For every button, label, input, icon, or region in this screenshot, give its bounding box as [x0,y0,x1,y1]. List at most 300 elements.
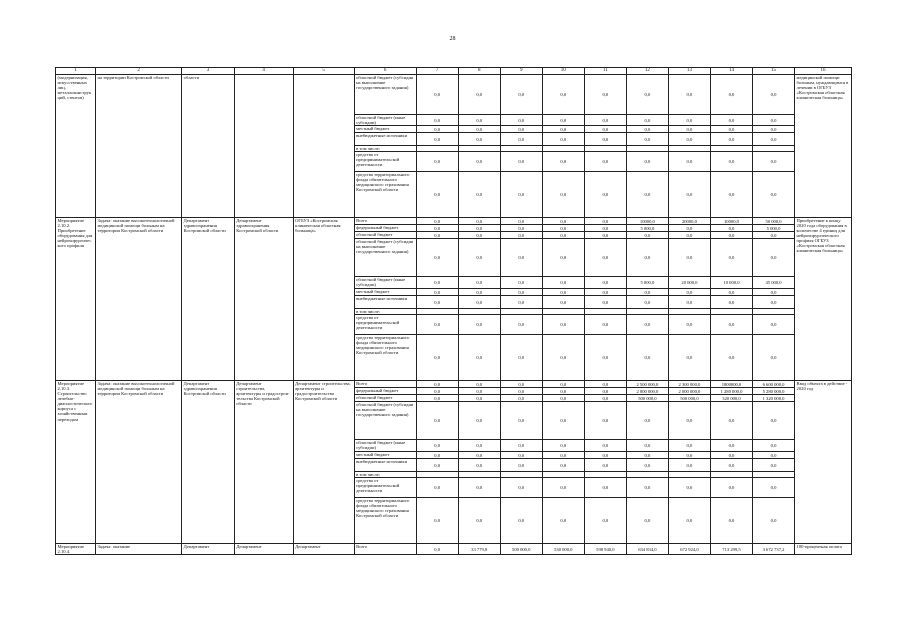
funding-source-cell: федеральный бюджет [354,388,416,395]
amount-cell: 0,0 [668,452,710,459]
amount-cell: 0,0 [626,498,668,544]
amount-cell: 713 299,5 [710,544,752,555]
funding-source-cell: областной бюджет (иные субсидии) [354,440,416,452]
amount-cell: 0,0 [500,172,542,218]
amount-cell: 0,0 [710,75,752,115]
amount-cell: 0,0 [584,115,626,126]
amount-cell: 0,0 [584,152,626,172]
amount-cell: 0,0 [626,289,668,296]
measure-c1-cell: Мероприятие 2.10.2. Приобретение оборудования для нейрохирургического профиля [56,218,96,381]
amount-cell: 0,0 [584,335,626,381]
amount-cell: 0,0 [710,126,752,133]
amount-cell: 0,0 [542,498,584,544]
amount-cell: 0,0 [458,402,500,440]
funding-source-cell: в том числе: [354,472,416,478]
amount-cell: 0,0 [626,315,668,335]
amount-cell: 0,0 [500,75,542,115]
amount-cell: 0,0 [542,218,584,225]
amount-cell: 0,0 [416,315,458,335]
amount-cell: 0,0 [626,126,668,133]
amount-cell: 0,0 [668,402,710,440]
amount-cell: 0,0 [753,126,795,133]
amount-cell: 0,0 [668,133,710,146]
amount-cell: 0,0 [542,452,584,459]
amount-cell: 0,0 [458,498,500,544]
budget-table [55,67,852,555]
column-number-4: 4 [234,68,293,75]
amount-cell: 0,0 [584,75,626,115]
amount-cell: 0,0 [542,126,584,133]
amount-cell: 0,0 [668,296,710,309]
amount-cell: 0,0 [710,225,752,232]
amount-cell: 0,0 [626,402,668,440]
column-number-12: 12 [626,68,668,75]
amount-cell: 530 000,0 [542,544,584,555]
amount-cell: 0,0 [500,459,542,472]
amount-cell: 0,0 [584,402,626,440]
amount-cell: 0,0 [668,239,710,277]
amount-cell: 20 000,0 [668,277,710,289]
amount-cell: 0,0 [626,75,668,115]
amount-cell: 0,0 [500,402,542,440]
amount-cell: 0,0 [753,172,795,218]
amount-cell: 0,0 [668,75,710,115]
measure-c3-cell: Департамент здравоохранения Костромской области [182,381,235,544]
amount-cell: 0,0 [500,115,542,126]
amount-cell: 0,0 [626,296,668,309]
amount-cell: 2 300 000,0 [668,381,710,388]
column-number-10: 10 [542,68,584,75]
table-row [56,544,852,555]
amount-cell: 0,0 [416,459,458,472]
amount-cell: 0,0 [753,452,795,459]
amount-cell: 0,0 [668,126,710,133]
amount-cell: 0,0 [542,459,584,472]
amount-cell: 0,0 [416,402,458,440]
funding-source-cell: областной бюджет [354,232,416,239]
amount-cell: 0,0 [668,225,710,232]
amount-cell: 0,0 [668,498,710,544]
amount-cell: 0,0 [753,115,795,126]
amount-cell: 0,0 [668,232,710,239]
amount-cell: 0,0 [458,115,500,126]
amount-cell: 1 320 000,0 [753,395,795,402]
measure-c5-cell: ОГБУЗ «Костромская клиническая областная больница» [293,218,354,381]
amount-cell: 0,0 [626,152,668,172]
amount-cell: 0,0 [710,296,752,309]
measure-c4-cell: Департамент [234,544,293,555]
amount-cell: 0,0 [584,440,626,452]
amount-cell: 0,0 [458,232,500,239]
amount-cell: 0,0 [710,498,752,544]
table-row [56,381,852,388]
amount-cell: 0,0 [542,402,584,440]
amount-cell: 0,0 [626,478,668,498]
amount-cell: 0,0 [500,395,542,402]
amount-cell: 0,0 [458,388,500,395]
funding-source-cell: областной бюджет [354,395,416,402]
amount-cell: 0,0 [668,172,710,218]
funding-source-cell: внебюджетные источники [354,133,416,146]
amount-cell: 0,0 [500,478,542,498]
amount-cell: 0,0 [500,381,542,388]
amount-cell: 5 000,0 [626,277,668,289]
amount-cell: 0,0 [710,239,752,277]
amount-cell: 0,0 [584,289,626,296]
funding-source-cell: в том числе: [354,146,416,152]
funding-source-cell: средства территориального фонда обязательного медицинского страхования Костромской области [354,172,416,218]
table-row [56,218,852,225]
amount-cell: 0,0 [542,277,584,289]
amount-cell: 1800000,0 [710,381,752,388]
amount-cell: 0,0 [542,381,584,388]
amount-cell: 0,0 [668,115,710,126]
measure-c2-cell: на территории Костромской области [95,75,181,218]
measure-c5-cell: Департамент [293,544,354,555]
amount-cell: 2 000 000,0 [668,388,710,395]
funding-source-cell: местный бюджет [354,126,416,133]
amount-cell: 0,0 [458,75,500,115]
amount-cell: 0,0 [584,277,626,289]
amount-cell: 0,0 [416,172,458,218]
amount-cell: 0,0 [710,152,752,172]
amount-cell: 5 000,0 [753,225,795,232]
column-number-row [56,68,852,75]
funding-source-cell: Всего [354,218,416,225]
amount-cell: 0,0 [458,126,500,133]
amount-cell: 0,0 [584,478,626,498]
column-number-3: 3 [182,68,235,75]
measure-c3-cell: области [182,75,235,218]
amount-cell: 0,0 [584,315,626,335]
measure-c4-cell [234,75,293,218]
amount-cell: 0,0 [416,335,458,381]
amount-cell: 0,0 [500,289,542,296]
amount-cell: 10000,0 [710,218,752,225]
amount-cell: 0,0 [753,315,795,335]
funding-source-cell: федеральный бюджет [354,225,416,232]
amount-cell: 0,0 [500,315,542,335]
amount-cell: 0,0 [668,478,710,498]
amount-cell: 0,0 [416,381,458,388]
amount-cell: 0,0 [458,218,500,225]
amount-cell: 0,0 [626,335,668,381]
amount-cell: 0,0 [542,289,584,296]
amount-cell: 0,0 [416,544,458,555]
column-number-11: 11 [584,68,626,75]
amount-cell: 0,0 [542,225,584,232]
amount-cell: 0,0 [753,478,795,498]
amount-cell: 0,0 [542,133,584,146]
column-number-2: 2 [95,68,181,75]
amount-cell: 0,0 [668,289,710,296]
amount-cell: 0,0 [710,232,752,239]
amount-cell: 0,0 [458,478,500,498]
amount-cell: 0,0 [458,239,500,277]
amount-cell: 0,0 [626,172,668,218]
amount-cell: 0,0 [416,478,458,498]
amount-cell: 0,0 [416,289,458,296]
amount-cell: 0,0 [626,232,668,239]
amount-cell: 0,0 [458,395,500,402]
amount-cell: 0,0 [584,395,626,402]
amount-cell: 0,0 [584,133,626,146]
amount-cell: 50 000,0 [753,218,795,225]
amount-cell: 0,0 [500,277,542,289]
amount-cell: 0,0 [500,388,542,395]
amount-cell: 0,0 [710,335,752,381]
amount-cell: 0,0 [753,498,795,544]
amount-cell: 0,0 [584,388,626,395]
measure-c1-cell: (модернизация, искусственных лиц, металлоконструкций, стентов) [56,75,96,218]
amount-cell: 0,0 [458,277,500,289]
measure-c1-cell: Мероприятие 2.10.3. Строительство лечебно-диагностического корпуса с хозяйственным переходом [56,381,96,544]
column-number-15: 15 [753,68,795,75]
measure-c2-cell: Задача: оказание высокотехнологичной медицинской помощи больным на территории Костромской области [95,381,181,544]
funding-source-cell: средства от предпринимательской деятельности [354,478,416,498]
funding-source-cell: областной бюджет (иные субсидии) [354,277,416,289]
amount-cell: 1 280 000,0 [710,388,752,395]
funding-source-cell: областной бюджет (субсидии на выполнение государственного задания) [354,402,416,440]
amount-cell: 0,0 [416,498,458,544]
amount-cell: 0,0 [500,335,542,381]
amount-cell: 0,0 [500,133,542,146]
measure-c1-cell: Мероприятие 2.10.4. [56,544,96,555]
amount-cell: 0,0 [584,218,626,225]
amount-cell: 2 000 000,0 [626,388,668,395]
amount-cell: 0,0 [416,296,458,309]
amount-cell: 0,0 [458,152,500,172]
amount-cell: 0,0 [584,452,626,459]
amount-cell: 0,0 [584,232,626,239]
amount-cell: 0,0 [416,239,458,277]
column-number-14: 14 [710,68,752,75]
funding-source-cell: средства территориального фонда обязательного медицинского страхования Костромской области [354,335,416,381]
funding-source-cell: в том числе: [354,309,416,315]
amount-cell: 0,0 [584,296,626,309]
amount-cell: 0,0 [458,315,500,335]
funding-source-cell: Всего [354,544,416,555]
expected-result-cell: Приобретение к концу 2020 года оборудования в количестве 4 единиц для нейрохирургического профиля ОГБУЗ «Костромская областная клиническая больница» [795,218,852,381]
amount-cell: 320 000,0 [710,395,752,402]
amount-cell: 0,0 [710,402,752,440]
amount-cell: 0,0 [710,452,752,459]
funding-source-cell: областной бюджет (иные субсидии) [354,115,416,126]
amount-cell: 0,0 [416,152,458,172]
amount-cell: 0,0 [500,225,542,232]
measure-c4-cell: Департамент здравоохранения Костромской области [234,218,293,381]
funding-source-cell: местный бюджет [354,289,416,296]
amount-cell: 0,0 [710,115,752,126]
expected-result-cell: Ввод объекта в действие - 2020 год [795,381,852,544]
amount-cell: 0,0 [416,440,458,452]
amount-cell: 0,0 [626,239,668,277]
amount-cell: 0,0 [753,232,795,239]
funding-source-cell: Всего [354,381,416,388]
amount-cell: 0,0 [668,335,710,381]
amount-cell: 0,0 [753,459,795,472]
amount-cell: 0,0 [753,75,795,115]
amount-cell: 0,0 [458,133,500,146]
amount-cell: 0,0 [542,232,584,239]
funding-source-cell: областной бюджет (субсидии на выполнение государственного задания) [354,239,416,277]
amount-cell: 0,0 [753,152,795,172]
amount-cell: 0,0 [458,296,500,309]
amount-cell: 5 280 000,0 [753,388,795,395]
amount-cell: 0,0 [458,172,500,218]
amount-cell: 0,0 [542,115,584,126]
amount-cell: 0,0 [542,75,584,115]
amount-cell: 0,0 [626,115,668,126]
amount-cell: 0,0 [668,152,710,172]
amount-cell: 0,0 [753,239,795,277]
amount-cell: 0,0 [542,239,584,277]
amount-cell: 0,0 [542,152,584,172]
amount-cell: 0,0 [542,315,584,335]
amount-cell: 0,0 [458,440,500,452]
amount-cell: 0,0 [542,395,584,402]
amount-cell: 33 779,8 [458,544,500,555]
amount-cell: 500 000,0 [668,395,710,402]
table-row [56,75,852,115]
column-number-5: 5 [293,68,354,75]
measure-c3-cell: Департамент здравоохранения Костромской области [182,218,235,381]
amount-cell: 500 000,0 [500,544,542,555]
amount-cell: 0,0 [416,452,458,459]
column-number-16: 16 [795,68,852,75]
measure-c2-cell: Задача: оказание высокотехнологичной медицинской помощи больным на территории Костромской области [95,218,181,381]
amount-cell: 0,0 [500,126,542,133]
amount-cell: 0,0 [500,440,542,452]
amount-cell: 500 000,0 [626,395,668,402]
column-number-13: 13 [668,68,710,75]
page-number: 28 [449,36,456,42]
measure-c3-cell: Департамент [182,544,235,555]
amount-cell: 0,0 [542,296,584,309]
amount-cell: 0,0 [458,381,500,388]
amount-cell: 0,0 [542,335,584,381]
amount-cell: 0,0 [710,459,752,472]
amount-cell: 0,0 [753,335,795,381]
amount-cell: 0,0 [710,440,752,452]
amount-cell: 0,0 [668,315,710,335]
measure-c4-cell: Департамент строительства, архитектуры и градострои-тельства Костромской области [234,381,293,544]
funding-source-cell: внебюджетные источники [354,459,416,472]
amount-cell: 0,0 [753,133,795,146]
funding-source-cell: средства от предпринимательской деятельности [354,315,416,335]
amount-cell: 0,0 [710,289,752,296]
column-number-9: 9 [500,68,542,75]
amount-cell: 2 500 000,0 [626,381,668,388]
amount-cell: 0,0 [584,225,626,232]
measure-c2-cell: Задача: оказание [95,544,181,555]
amount-cell: 0,0 [710,172,752,218]
amount-cell: 0,0 [458,452,500,459]
amount-cell: 0,0 [668,459,710,472]
amount-cell: 10000,0 [626,218,668,225]
column-number-7: 7 [416,68,458,75]
amount-cell: 0,0 [753,296,795,309]
expected-result-cell: 100-процентная оплата [795,544,852,555]
amount-cell: 0,0 [542,440,584,452]
amount-cell: 0,0 [416,218,458,225]
amount-cell: 0,0 [416,277,458,289]
amount-cell: 0,0 [584,172,626,218]
amount-cell: 0,0 [416,115,458,126]
amount-cell: 0,0 [416,75,458,115]
amount-cell: 0,0 [500,218,542,225]
funding-source-cell: средства территориального фонда обязательного медицинского страхования Костромской области [354,498,416,544]
amount-cell: 0,0 [710,133,752,146]
amount-cell: 0,0 [668,440,710,452]
column-number-8: 8 [458,68,500,75]
amount-cell: 0,0 [542,388,584,395]
amount-cell: 0,0 [710,478,752,498]
amount-cell: 0,0 [626,133,668,146]
measure-c5-cell [293,75,354,218]
measure-c5-cell: Департамент строительства, архитектуры и градостроительства Костромской области [293,381,354,544]
column-number-1: 1 [56,68,96,75]
amount-cell: 0,0 [500,239,542,277]
amount-cell: 0,0 [500,452,542,459]
amount-cell: 0,0 [584,498,626,544]
column-number-6: 6 [354,68,416,75]
funding-source-cell: внебюджетные источники [354,296,416,309]
amount-cell: 0,0 [626,452,668,459]
amount-cell: 0,0 [500,296,542,309]
funding-source-cell: местный бюджет [354,452,416,459]
amount-cell: 0,0 [753,402,795,440]
amount-cell: 0,0 [458,225,500,232]
amount-cell: 0,0 [458,335,500,381]
expected-result-cell: медицинской помощи больным, нуждающимся в лечении в ОГБУЗ «Костромская областная клиническая больница» [795,75,852,218]
amount-cell: 20000,0 [668,218,710,225]
amount-cell: 3 672 737,2 [753,544,795,555]
amount-cell: 0,0 [584,381,626,388]
amount-cell: 0,0 [542,172,584,218]
funding-source-cell: средства от предпринимательской деятельности [354,152,416,172]
amount-cell: 6 600 000,0 [753,381,795,388]
amount-cell: 0,0 [584,126,626,133]
amount-cell: 0,0 [458,289,500,296]
amount-cell: 5 000,0 [626,225,668,232]
amount-cell: 0,0 [753,440,795,452]
amount-cell: 0,0 [542,478,584,498]
amount-cell: 0,0 [500,152,542,172]
amount-cell: 45 000,0 [753,277,795,289]
amount-cell: 0,0 [416,395,458,402]
amount-cell: 0,0 [458,459,500,472]
amount-cell: 0,0 [416,133,458,146]
amount-cell: 0,0 [626,459,668,472]
amount-cell: 0,0 [416,388,458,395]
amount-cell: 0,0 [626,440,668,452]
amount-cell: 10 000,0 [710,277,752,289]
amount-cell: 0,0 [416,126,458,133]
amount-cell: 0,0 [500,498,542,544]
amount-cell: 0,0 [753,289,795,296]
amount-cell: 0,0 [584,459,626,472]
amount-cell: 0,0 [584,239,626,277]
amount-cell: 0,0 [416,232,458,239]
amount-cell: 598 940,0 [584,544,626,555]
amount-cell: 634 834,0 [626,544,668,555]
funding-source-cell: областной бюджет (субсидии на выполнение государственного задания) [354,75,416,115]
amount-cell: 0,0 [710,315,752,335]
amount-cell: 0,0 [500,232,542,239]
amount-cell: 0,0 [416,225,458,232]
amount-cell: 672 924,0 [668,544,710,555]
